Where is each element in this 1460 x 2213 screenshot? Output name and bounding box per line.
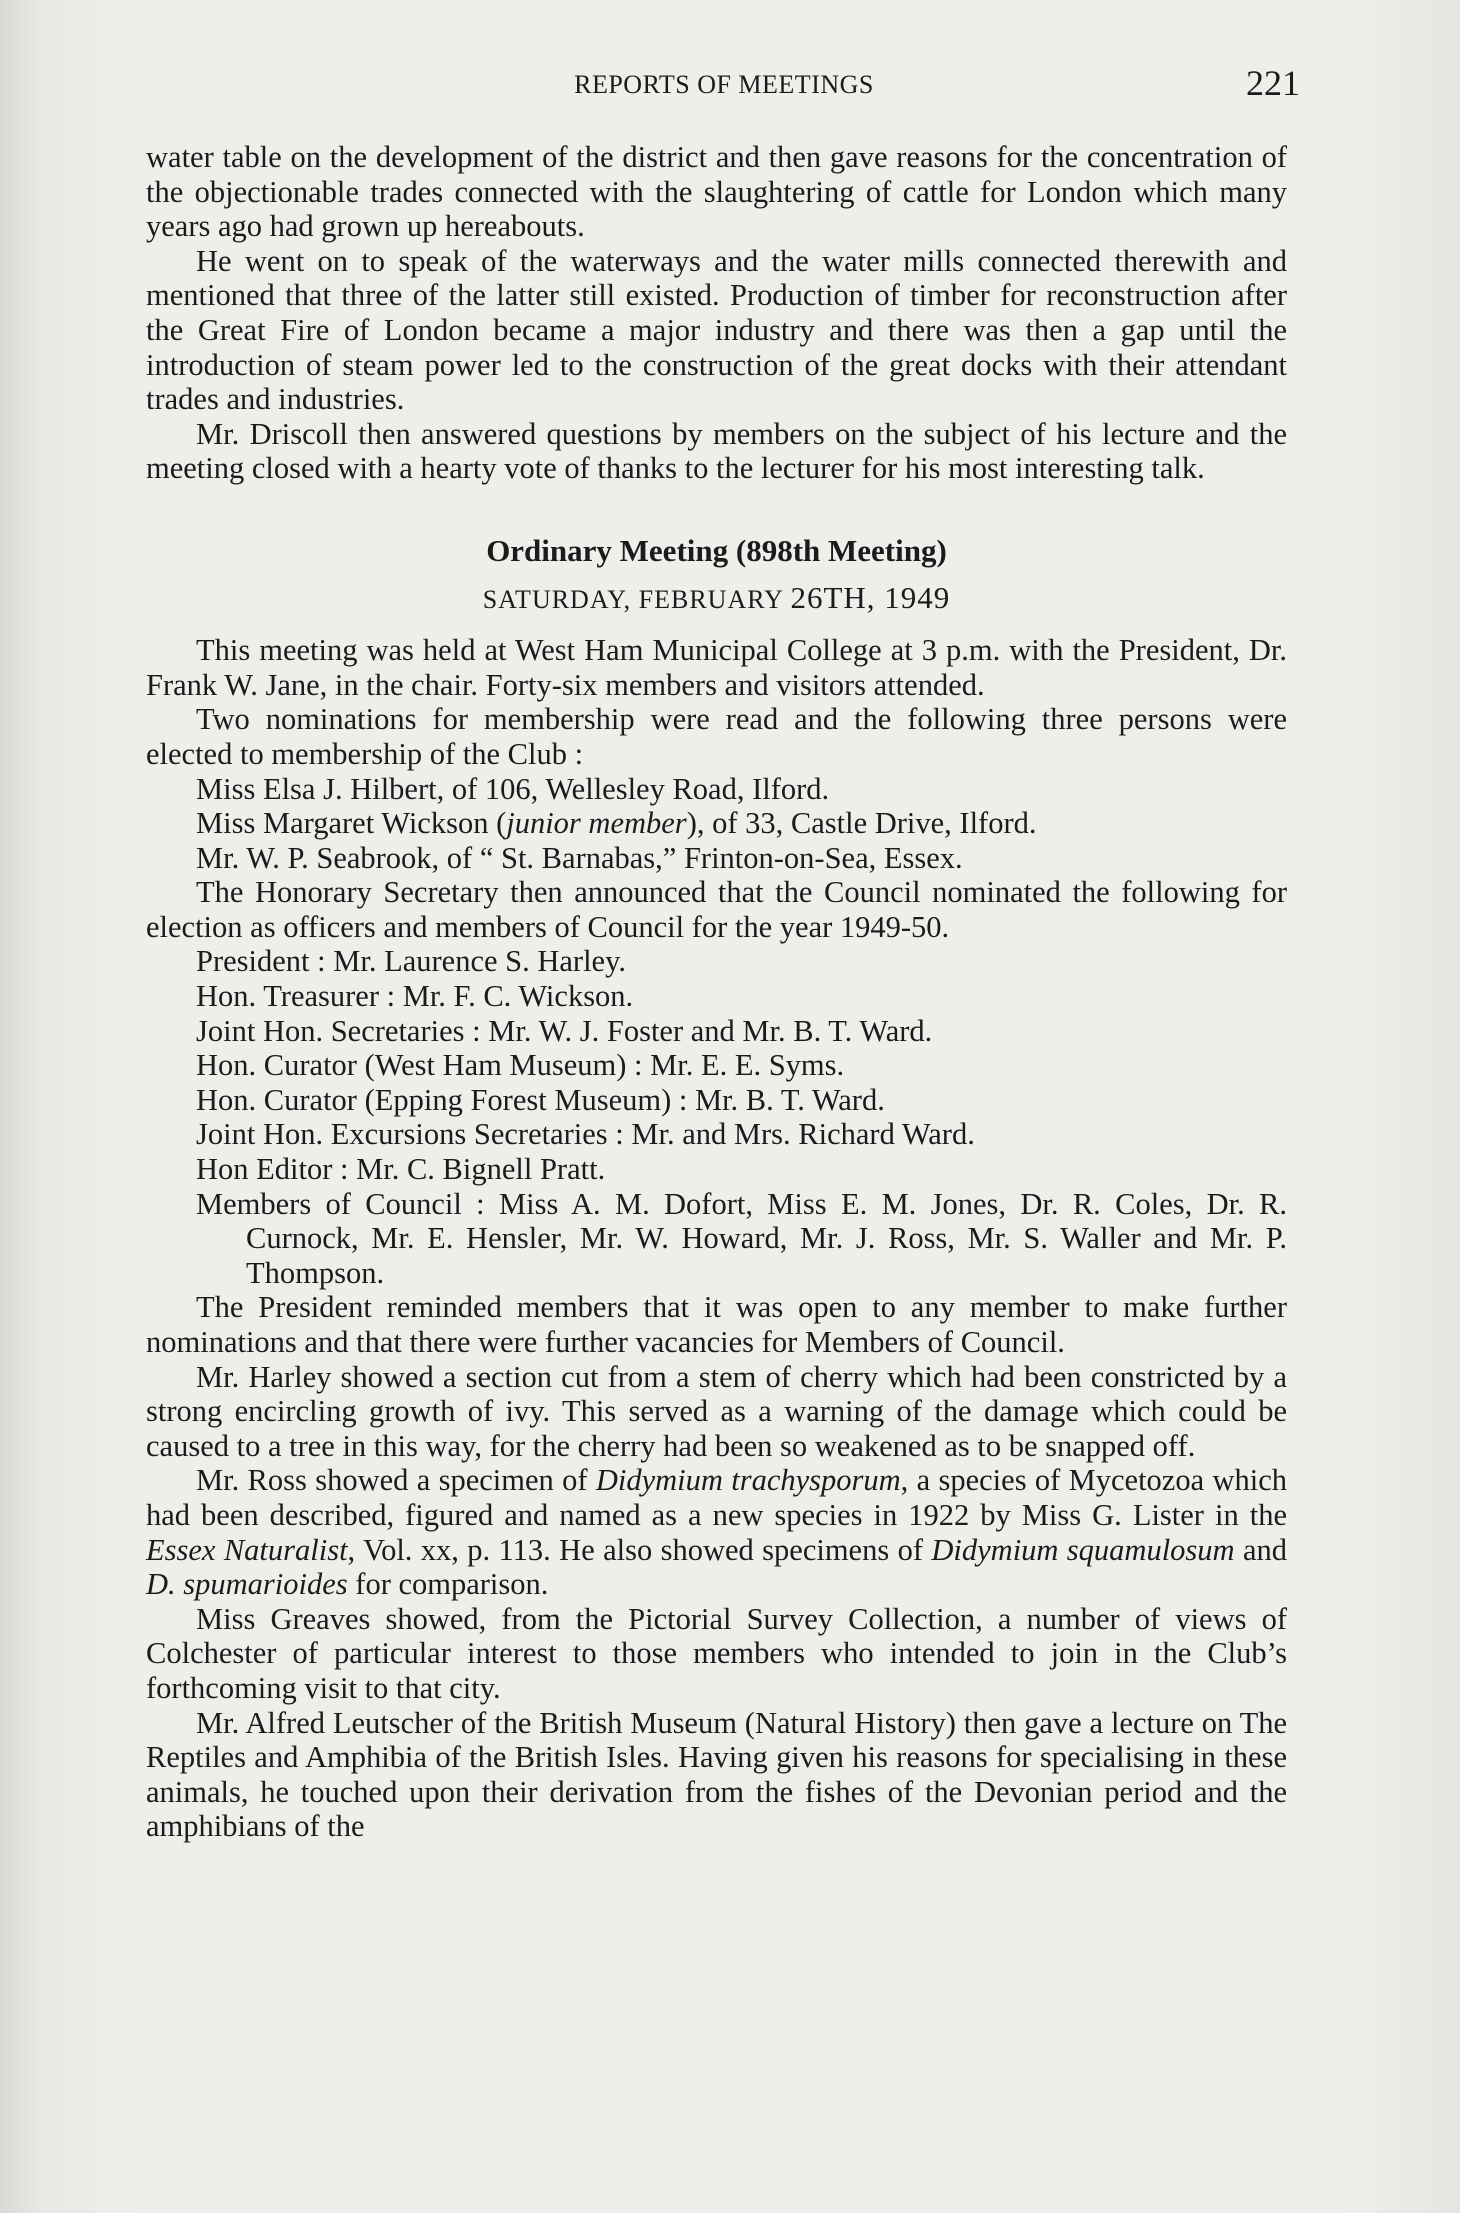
body-text xyxy=(146,140,1287,1844)
new-member-2-address: ), of 33, Castle Drive, Ilford. xyxy=(686,806,1037,841)
meeting-date-day: 26TH, xyxy=(790,579,876,615)
meeting-date-year: 1949 xyxy=(875,579,951,615)
officer-editor: Hon Editor : Mr. C. Bignell Pratt. xyxy=(196,1152,606,1187)
paragraph-greaves-colchester: Miss Greaves showed, from the Pictorial Survey Collection, a number of views of Colchester of particular interest to those members who intended to join in the Club’s forthcoming visit to that city. xyxy=(146,1601,1287,1705)
paragraph-driscoll: Mr. Driscoll then answered questions by members on the subject of his lecture and the meeting closed with a hearty vote of thanks to the lecturer for his most interesting talk. xyxy=(146,416,1287,486)
paragraph-nominations: Two nominations for membership were read and the following three persons were elected to membership of the Club : xyxy=(146,702,1287,771)
officer-council-members: Members of Council : Miss A. M. Dofort, Miss E. M. Jones, Dr. R. Coles, Dr. R. Curnock, Mr. E. Hensler, Mr. W. Howard, Mr. J. Ross, Mr. S. Waller and Mr. P. Thompson. xyxy=(196,1186,1287,1290)
page-number: 221 xyxy=(1246,63,1300,103)
officer-curator-west-ham: Hon. Curator (West Ham Museum) : Mr. E. E. Syms. xyxy=(196,1048,845,1083)
officer-treasurer: Hon. Treasurer : Mr. F. C. Wickson. xyxy=(196,979,634,1014)
new-member-2-name: Miss Margaret Wickson ( xyxy=(196,806,507,841)
page-header xyxy=(148,62,1300,112)
officer-excursions: Joint Hon. Excursions Secretaries : Mr. and Mrs. Richard Ward. xyxy=(196,1117,975,1152)
species-name: D. spumarioides xyxy=(146,1567,348,1602)
text-run: and xyxy=(1234,1532,1287,1567)
text-run: for comparison. xyxy=(347,1567,549,1602)
paragraph-harley-cherry: Mr. Harley showed a section cut from a stem of cherry which had been constricted by a strong encircling growth of ivy. This served as a warning of the damage which could be caused to a tree in this way, for the cherry had been so weakened as to be snapped off. xyxy=(146,1359,1287,1463)
new-member-3: Mr. W. P. Seabrook, of “ St. Barnabas,” Frinton-on-Sea, Essex. xyxy=(196,840,963,875)
text-run: Mr. Ross showed a specimen of xyxy=(196,1463,596,1498)
text-run: , Vol. xx, p. 113. He also showed specimens of xyxy=(347,1532,932,1567)
paragraph-president-reminder: The President reminded members that it was open to any member to make further nominations and that there were further vacancies for Members of Council. xyxy=(146,1290,1287,1359)
paragraph-meeting-held: This meeting was held at West Ham Municipal College at 3 p.m. with the President, Dr. Frank W. Jane, in the chair. Forty-six members and visitors attended. xyxy=(146,633,1287,702)
paragraph-continuation: water table on the development of the district and then gave reasons for the concentration of the objectionable trades connected with the slaughtering of cattle for London which many years ago had grown up hereabouts. xyxy=(146,140,1287,244)
new-member-1: Miss Elsa J. Hilbert, of 106, Wellesley Road, Ilford. xyxy=(196,771,830,806)
text-run: , a species of Mycetozoa which had been described, figured and named as a new species in 1922 by Miss G. Lister in the xyxy=(146,1463,1287,1532)
officer-curator-epping: Hon. Curator (Epping Forest Museum) : Mr. B. T. Ward. xyxy=(196,1082,885,1117)
officer-president: President : Mr. Laurence S. Harley. xyxy=(196,944,626,979)
species-name: Didymium trachysporum xyxy=(595,1463,901,1498)
species-name: Didymium squamulosum xyxy=(931,1532,1235,1567)
new-member-2-note: junior member xyxy=(506,806,687,841)
paragraph-leutscher-lecture: Mr. Alfred Leutscher of the British Museum (Natural History) then gave a lecture on The Reptiles and Amphibia of the British Isles. Having given his reasons for specialising in these animals, he touched upon their derivation from the fishes of the Devonian period and the amphibians of the xyxy=(146,1705,1287,1844)
paragraph-council-nominations: The Honorary Secretary then announced that the Council nominated the following for election as officers and members of Council for the year 1949-50. xyxy=(146,875,1287,944)
meeting-date xyxy=(146,581,1287,618)
meeting-date-weekday: SATURDAY, FEBRUARY xyxy=(482,584,791,614)
paragraph-ross-mycetozoa xyxy=(146,1463,1287,1601)
paragraph-waterways: He went on to speak of the waterways and the water mills connected therewith and mentioned that three of the latter still existed. Production of timber for reconstruction after the Great Fire of London became a major industry and there was then a gap until the introduction of steam power led to the construction of the great docks with their attendant trades and industries. xyxy=(146,243,1287,417)
officer-secretaries: Joint Hon. Secretaries : Mr. W. J. Foster and Mr. B. T. Ward. xyxy=(196,1013,933,1048)
journal-title: Essex Naturalist xyxy=(146,1532,348,1567)
running-head: REPORTS OF MEETINGS xyxy=(574,70,874,99)
meeting-heading: Ordinary Meeting (898th Meeting) xyxy=(486,532,947,568)
new-member-2 xyxy=(146,806,1287,841)
